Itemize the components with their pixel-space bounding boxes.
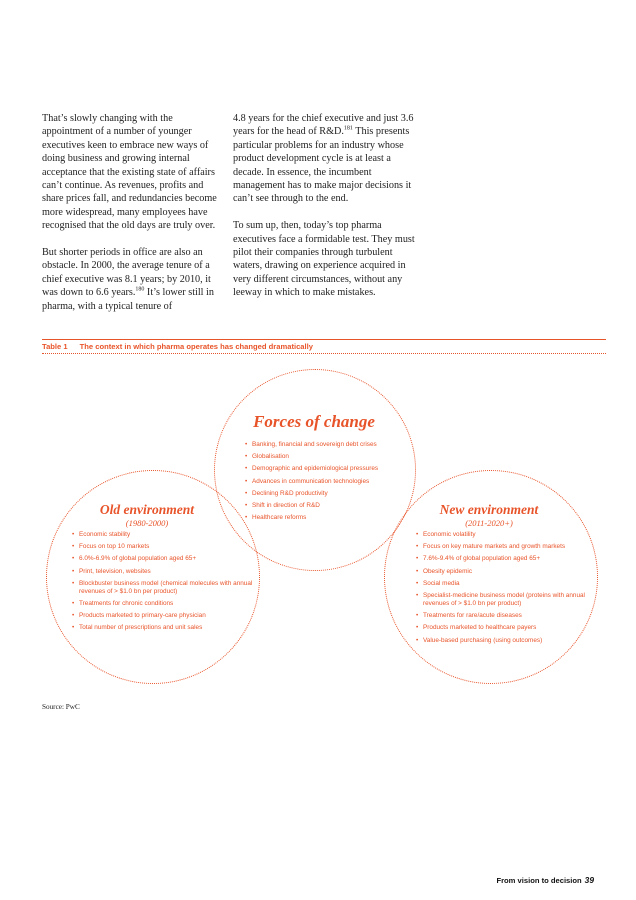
list-item: • Demographic and epidemiological pressures — [245, 465, 415, 473]
page-footer — [496, 875, 594, 885]
paragraph-text: 4.8 years for the chief executive and just 3.6 years for the head of R&D. — [233, 113, 414, 138]
list-item: • Specialist-medicine business model (proteins with annual revenues of > $1.0 bn per product) — [416, 592, 592, 608]
list-item: • Social media — [416, 580, 592, 588]
list-item: • Banking, financial and sovereign debt crises — [245, 441, 415, 449]
list-item: • Economic volatility — [416, 531, 592, 539]
paragraph-text: But shorter periods in office are also an obstacle. In 2000, the average tenure of a chief executive was 8.1 years; by 2010, it was down to 6.6 years. — [42, 247, 211, 299]
list-item: • Healthcare reforms — [245, 514, 415, 522]
source-note: Source: PwC — [42, 703, 80, 711]
list-item: • 6.0%-6.9% of global population aged 65+ — [72, 555, 254, 563]
old-environment-period: (1980-2000) — [125, 518, 169, 528]
new-environment-period: (2011-2020+) — [465, 518, 513, 528]
forces-list — [245, 441, 415, 526]
paragraph: That’s slowly changing with the appointment of a number of younger executives keen to embrace new ways of doing business and growing internal acceptance that the existing state of affairs can’t continue. As revenues, profits and share prices fall, and redundancies become more widespread, many employees have recognised that the old days are truly over. — [42, 113, 217, 232]
old-environment-heading: Old environment — [99, 502, 195, 517]
body-column-right — [233, 112, 415, 313]
list-item: • Products marketed to primary-care physician — [72, 612, 254, 620]
new-environment-list — [416, 531, 592, 649]
list-item: • Focus on top 10 markets — [72, 543, 254, 551]
list-item: • Globalisation — [245, 453, 415, 461]
footer-title: From vision to decision — [496, 876, 582, 885]
list-item: • Declining R&D productivity — [245, 490, 415, 498]
list-item: • Print, television, websites — [72, 568, 254, 576]
list-item: • Focus on key mature markets and growth markets — [416, 543, 592, 551]
list-item: • Advances in communication technologies — [245, 478, 415, 486]
table-dotted-rule — [42, 353, 606, 354]
paragraph-text: It’s lower still in pharma, with a typical tenure of — [42, 287, 214, 312]
table-caption — [42, 342, 313, 351]
footnote-ref: 180 — [135, 286, 145, 293]
page-number: 39 — [584, 875, 594, 885]
table-number: Table 1 — [42, 342, 68, 351]
list-item: • Products marketed to healthcare payers — [416, 624, 592, 632]
list-item: • Obesity epidemic — [416, 568, 592, 576]
list-item: • Value-based purchasing (using outcomes) — [416, 637, 592, 645]
paragraph: To sum up, then, today’s top pharma executives face a formidable test. They must pilot their companies through turbulent waters, drawing on experience acquired in very different circumstances, without any leeway in which to make mistakes. — [233, 220, 415, 299]
table-top-rule — [42, 339, 606, 340]
paragraph-text: This presents particular problems for an industry whose product development cycle is at least a decade. In essence, the incumbent management has to make major decisions it can’t see through to the end. — [233, 126, 412, 205]
new-environment-heading: New environment — [439, 502, 539, 517]
old-environment-list — [72, 531, 254, 637]
paragraph — [233, 112, 415, 206]
footnote-ref: 181 — [343, 126, 353, 133]
body-column-left — [42, 112, 220, 326]
forces-heading: Forces of change — [253, 412, 375, 431]
list-item: • 7.6%-9.4% of global population aged 65+ — [416, 555, 592, 563]
list-item: • Shift in direction of R&D — [245, 502, 415, 510]
list-item: • Blockbuster business model (chemical molecules with annual revenues of > $1.0 bn per product) — [72, 580, 254, 596]
list-item: • Total number of prescriptions and unit sales — [72, 624, 254, 632]
paragraph — [42, 246, 220, 313]
list-item: • Treatments for rare/acute diseases — [416, 612, 592, 620]
table-title: The context in which pharma operates has changed dramatically — [79, 342, 313, 351]
list-item: • Treatments for chronic conditions — [72, 600, 254, 608]
list-item: • Economic stability — [72, 531, 254, 539]
